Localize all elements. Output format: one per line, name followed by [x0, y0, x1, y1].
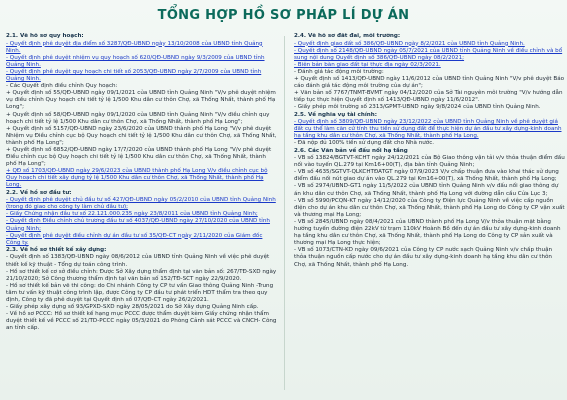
legal-document-item — [6, 90, 278, 111]
section-heading: 2.4. Về hồ sơ đất đai, môi trường: — [294, 33, 401, 39]
reference-text: + Văn bản số 7767/TNMT-BVMT ngày 04/12/2020 của Sở Tài nguyên môi trường "V/v hướng dẫn tiếp tục thực hiện Quyết định số 1413/QĐ-UBND ngày 11/6/2012". — [294, 90, 563, 104]
reference-text: + Quyết định số 58/QĐ-UBND ngày 09/1/2020 của UBND tỉnh Quảng Ninh "V/v điều chỉnh quy hoạch chi tiết tỷ lệ 1/500 Khu dân cư thôn Chợ, xã Thống Nhất, thành phố Hạ Long"; — [6, 111, 270, 125]
page-title: TỔNG HỢP HỒ SƠ PHÁP LÍ DỰ ÁN — [157, 8, 410, 23]
left-column — [6, 33, 278, 395]
highlighted-reference-text: - Quyết định phê duyệt địa điểm số 3287/QĐ-UBND ngày 13/10/2008 của UBND tỉnh Quảng Ninh. — [6, 40, 263, 54]
reference-text: - VB số 2974/UBND-GT1 ngày 11/5/2022 của UBND tỉnh Quảng Ninh v/v đấu nối giao thông dự án khu dân cư thôn Chợ, xã Thống Nhất, thành phố Hạ Long với đường dẫn cầu Cửa Lục 3; — [294, 183, 559, 197]
right-column — [294, 33, 566, 395]
highlighted-reference-text: - Giấy Chứng nhận đầu tư số 22.121.000.235 ngày 23/8/2011 của UBND tỉnh Quảng Ninh; — [6, 211, 258, 218]
reference-text: - Đánh giá tác động môi trường: — [294, 68, 384, 75]
legal-document-item — [6, 218, 278, 232]
highlighted-reference-text: - Quyết định phê duyệt chủ đầu tư số 427/QĐ-UBND ngày 05/2/2010 của UBND tỉnh Quảng Ninh (trong đó giao cho công ty làm chủ đầu tư); — [6, 197, 276, 211]
legal-document-item — [294, 183, 566, 197]
section-heading: 2.5. Về nghĩa vụ tài chính: — [294, 111, 377, 118]
legal-document-item — [294, 140, 566, 147]
reference-text: - Về hồ sơ PCCC: Hồ sơ thiết kế hạng mục PCCC được thẩm duyệt kèm Giấy chứng nhận thẩm duyệt thiết kế về PCCC số 21/TD-PCCC ngày 05/3/2021 do Phòng Cảnh sát PCCC và CNCH- Công an tỉnh cấp. — [6, 311, 277, 332]
reference-text: + Quyết định số 6852/QĐ-UBND ngày 17/7/2020 của UBND thành phố Hạ Long "V/v phê duyệt Điều chỉnh cục bộ Quy hoạch chi tiết tỷ lệ 1/500 Khu dân cư thôn Chợ, xã Thống Nhất, thành phố Hạ Long"; — [6, 147, 272, 168]
legal-document-item — [6, 311, 278, 332]
legal-document-item — [6, 112, 278, 126]
legal-document-item — [6, 254, 278, 268]
reference-text: + Quyết định số 55/QĐ-UBND ngày 09/1/2021 của UBND tỉnh Quảng Ninh "V/v phê duyệt nhiệm vụ điều chỉnh Quy hoạch chi tiết tỷ lệ 1/500 Khu dân cư thôn Chợ, xã Thống Nhất, thành phố Hạ Long"; — [6, 90, 276, 111]
section-heading: 2.6. Các Văn bản về đấu nối hạ tầng — [294, 147, 408, 154]
highlighted-reference-text: + QĐ số 1703/QĐ-UBND ngày 29/6/2023 của UBND thành phố Hạ Long V/v điều chỉnh cục bộ Quy hoạch chi tiết xây dựng tỷ lệ 1/500 Khu dân cư thôn Chợ, xã Thống Nhất, thành phố Hạ Long. — [6, 168, 268, 189]
reference-text: - Hồ sơ thiết kế cơ sở điều chỉnh: Được Sở Xây dựng thẩm định tại văn bản số: 267/TĐ-SXD ngày 21/10/2020; Sở Công thương thẩm định tại văn bản số 152/TĐ-SCT ngày 22/9/2020. — [6, 268, 277, 282]
reference-text: - Đã nộp đủ 100% tiền sử dụng đất cho Nhà nước. — [294, 140, 435, 147]
legal-document-item — [294, 76, 566, 90]
legal-document-item — [294, 104, 566, 111]
legal-document-item — [6, 69, 278, 83]
section-heading: 2.1. Về hồ sơ quy hoạch: — [6, 33, 84, 39]
reference-text: - Hồ sơ thiết kế bản vẽ thi công: do Chi nhánh Công ty CP tư vấn Giao thông Quảng Ninh -Trung tâm tư vấn kỹ thuật công trình lập, được Công ty CP đầu tư phát triển HDT thẩm tra theo quy định, Công ty đã phê duyệt tại Quyết định số 07/QĐ-CT ngày 26/2/2021. — [6, 282, 274, 303]
reference-text: - VB số 4635/SGTVT-QLKCHTĐATGT ngày 07/9/2023 V/v chấp thuận đưa vào khai thác sử dụng điểm đấu nối nút giao dự án vào QL.279 tại Km16+00(T), xã Thống Nhất, thành phố Hạ Long; — [294, 169, 559, 183]
legal-document-item — [6, 126, 278, 147]
legal-document-item — [294, 119, 566, 140]
legal-document-item — [294, 155, 566, 169]
legal-document-item — [6, 147, 278, 168]
legal-document-item — [294, 219, 566, 247]
reference-text: + Quyết định số 1413/QĐ-UBND ngày 11/6/2012 của UBND tỉnh Quảng Ninh "V/v phê duyệt Báo cáo đánh giá tác động môi trường của dự án"; — [294, 76, 565, 90]
reference-text: - VB số 2845/UBND ngày 08/4/2021 của UBND thành phố Hạ Long V/v thỏa thuận mặt bằng hướng tuyến đường điện 22kV từ trạm 110kV Hoành Bồ đến dự án đầu tư xây dựng-kinh doanh hạ tầng khu dân cư thôn Chợ, xã Thống Nhất, thành phố Hạ Long do Công ty CP sản xuất và thương mại Hạ Long thực hiện; — [294, 218, 561, 247]
legal-document-item — [294, 198, 566, 219]
reference-text: - Các Quyết định điều chỉnh Quy hoạch: — [6, 83, 118, 90]
reference-text: - VB số 1073/CTN-KD ngày 09/6/2021 của Công ty CP nước sạch Quảng Ninh v/v chấp thuận thỏa thuận nguồn cấp nước cho dự án đầu tư xây dựng-kinh doanh hạ tầng khu dân cư thôn Chợ, xã Thống Nhất, thành phố Hạ Long. — [294, 247, 553, 268]
legal-document-item — [6, 233, 278, 247]
legal-document-item — [6, 41, 278, 55]
section-heading: 2.2. Về hồ sơ đầu tư: — [6, 189, 72, 196]
legal-document-item — [294, 48, 566, 62]
highlighted-reference-text: - Quyết định phê duyệt quy hoạch chi tiết số 2053/QĐ-UBND ngày 2/7/2009 của UBND tỉnh Quảng Ninh. — [6, 68, 262, 83]
legal-document-item — [294, 62, 566, 69]
section-heading: 2.3. Về hồ sơ thiết kế xây dựng: — [6, 246, 107, 253]
legal-document-item — [294, 41, 566, 48]
legal-document-item — [294, 247, 566, 268]
legal-document-item — [294, 90, 566, 104]
reference-text: - VB số 5990/PCQN-KT ngày 14/12/2020 của Công ty Điện lực Quảng Ninh về việc cấp nguồn điện cho dự án khu dân cư thôn Chợ, xã Thống Nhất, thành phố Hạ Long do Công ty CP vận xuất và thương mại Hạ Long; — [294, 197, 565, 218]
legal-document-item — [294, 169, 566, 183]
highlighted-reference-text: - Quyết định số 2148/QĐ-UBND ngày 05/7/2021 của UBND tỉnh Quảng Ninh về điều chỉnh và bổ sung nội dung Quyết định số 386/QĐ-UBND ngày 08/2/2021; — [294, 47, 563, 61]
reference-text: - VB số 13824/BGTVT-KCHT ngày 24/12/2021 của Bộ Giao thông vận tải v/v thỏa thuận điểm đấu nối vào tuyến QL.279 tại Km16+00(T), địa bàn tỉnh Quảng Ninh; — [294, 155, 565, 169]
legal-document-item — [6, 197, 278, 211]
reference-text: - Giấy phép môi trường số 2313/GPMT-UBND ngày 9/8/2024 của UBND tỉnh Quảng Ninh. — [294, 104, 541, 111]
reference-text: - Quyết định số 1383/QĐ-UBND ngày 08/6/2012 của UBND tỉnh Quảng Ninh về việc phê duyệt thiết kế kỹ thuật - Tổng dự toán công trình. — [6, 254, 270, 268]
legal-document-item — [294, 69, 566, 76]
highlighted-reference-text: - Quyết định giao đất số 386/QĐ-UBND ngày 8/2/2021 của UBND tỉnh Quảng Ninh. — [294, 40, 525, 47]
highlighted-reference-text: - Biên bản bàn giao đất tại thực địa ngày 02/3/2021. — [294, 61, 441, 68]
highlighted-reference-text: - Quyết định phê duyệt điều chỉnh dự án đầu tư số 35/QĐ-CT ngày 2/11/2020 của Giám đốc Công ty. — [6, 232, 263, 246]
legal-document-item — [6, 283, 278, 304]
highlighted-reference-text: - Quyết định phê duyệt nhiệm vụ quy hoạch số 620/QĐ-UBND ngày 9/3/2009 của UBND tỉnh Quảng Ninh. — [6, 54, 265, 68]
legal-document-item — [6, 269, 278, 283]
highlighted-reference-text: - Quyết định Điều chỉnh chủ trương đầu tư số 4037/QĐ-UBND ngày 27/10/2020 của UBND tỉnh Quảng Ninh; — [6, 218, 270, 232]
column-divider — [284, 36, 285, 390]
reference-text: - Giấy phép xây dựng số 93/GPXD-SXD ngày 28/05/2021 do Sở Xây dựng Quảng Ninh cấp. — [6, 304, 259, 311]
reference-text: + Quyết định số 5157/QĐ-UBND ngày 23/6/2020 của UBND thành phố Hạ Long "V/v phê duyệt Nhiệm vụ Điều chỉnh cục bộ Quy hoạch chi tiết tỷ lệ 1/500 Khu dân cư thôn Chợ, xã Thống Nhất, thành phố Hạ Long"; — [6, 125, 277, 146]
highlighted-reference-text: - Quyết định số 3809/QĐ-UBND ngày 23/12/2022 của UBND tỉnh Quảng Ninh về phê duyệt giá đất cụ thể làm căn cứ tính thu tiền sử dụng đất để thực hiện dự án đầu tư xây dựng-kinh doanh hạ tầng khu dân cư thôn Chợ, xã Thống Nhất, thành phố Hạ Long. — [294, 119, 562, 140]
legal-document-item — [6, 168, 278, 189]
legal-document-item — [6, 55, 278, 69]
